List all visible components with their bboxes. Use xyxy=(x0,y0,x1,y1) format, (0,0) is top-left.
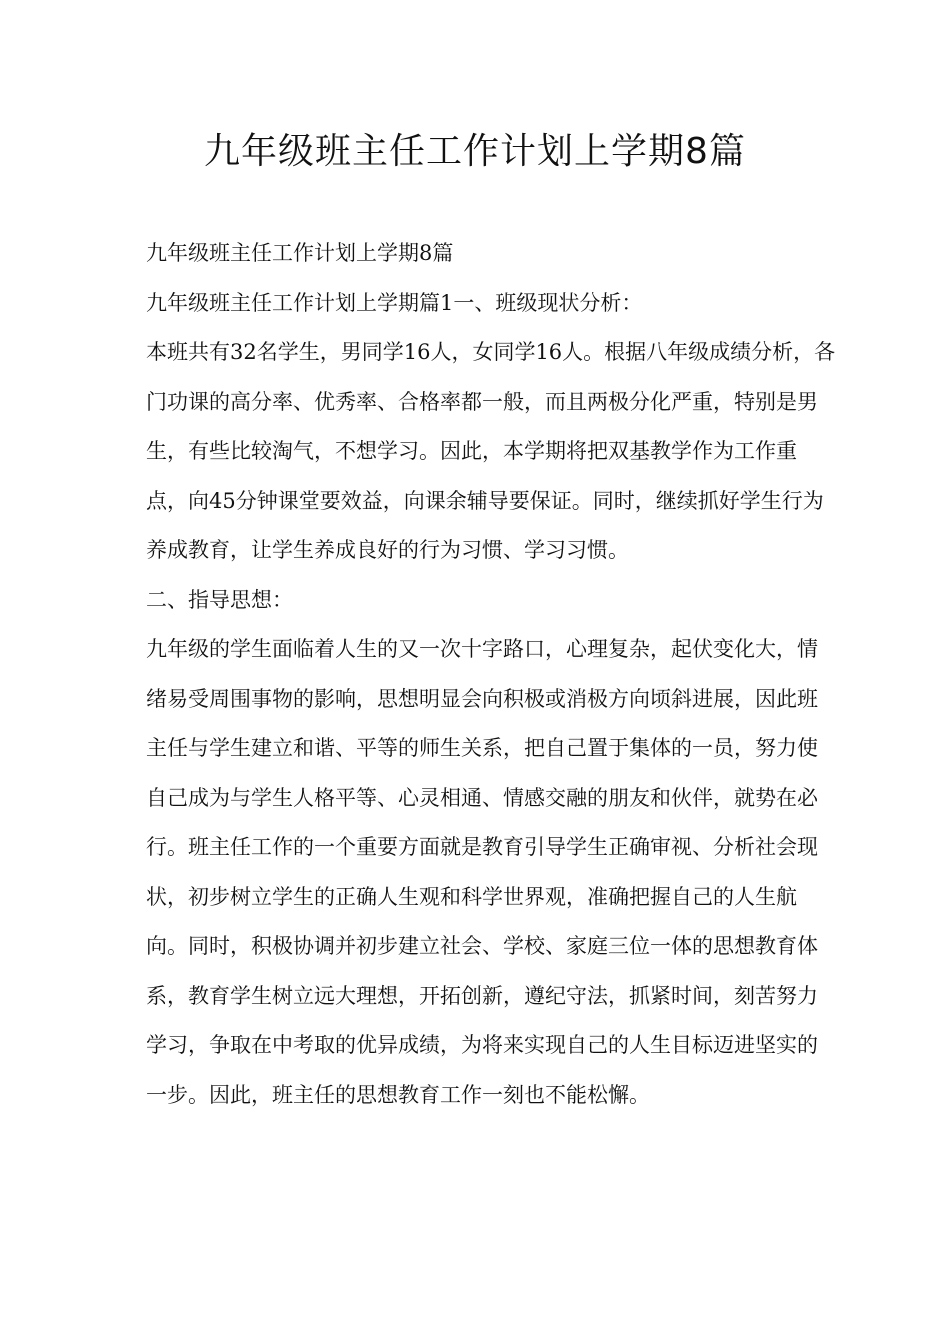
paragraph-guiding-thought: 九年级的学生面临着人生的又一次十字路口，心理复杂，起伏变化大，情绪易受周围事物的影响，思想明显会向积极或消极方向顷斜进展，因此班主任与学生建立和谐、平等的师生关系，把自己置于集体的一员，努力使自己成为与学生人格平等、心灵相通、情感交融的朋友和伙伴，就势在必行。班主任工作的一个重要方面就是教育引导学生正确审视、分析社会现状，初步树立学生的正确人生观和科学世界观，准确把握自己的人生航向。同时，积极协调并初步建立社会、学校、家庭三位一体的思想教育体系，教育学生树立远大理想，开拓创新，遵纪守法，抓紧时间，刻苦努力学习，争取在中考取的优异成绩，为将来实现自己的人生目标迈进坚实的一步。因此，班主任的思想教育工作一刻也不能松懈。 xyxy=(146,637,818,1107)
paragraph-section-2-title: 二、指导思想： xyxy=(146,587,293,612)
paragraph-section-1-title: 九年级班主任工作计划上学期篇1一、班级现状分析： xyxy=(146,290,643,315)
paragraph-class-status: 本班共有32名学生，男同学16人，女同学16人。根据八年级成绩分析，各门功课的高分率、优秀率、合格率都一般，而且两极分化严重，特别是男生，有些比较淘气，不想学习。因此，本学期将把双基教学作为工作重点，向45分钟课堂要效益，向课余辅导要保证。同时，继续抓好学生行为养成教育，让学生养成良好的行为习惯、学习习惯。 xyxy=(146,340,836,562)
document-title: 九年级班主任工作计划上学期8篇 xyxy=(204,131,746,172)
paragraph-heading: 九年级班主任工作计划上学期8篇 xyxy=(146,241,454,265)
document-body xyxy=(146,229,836,1120)
